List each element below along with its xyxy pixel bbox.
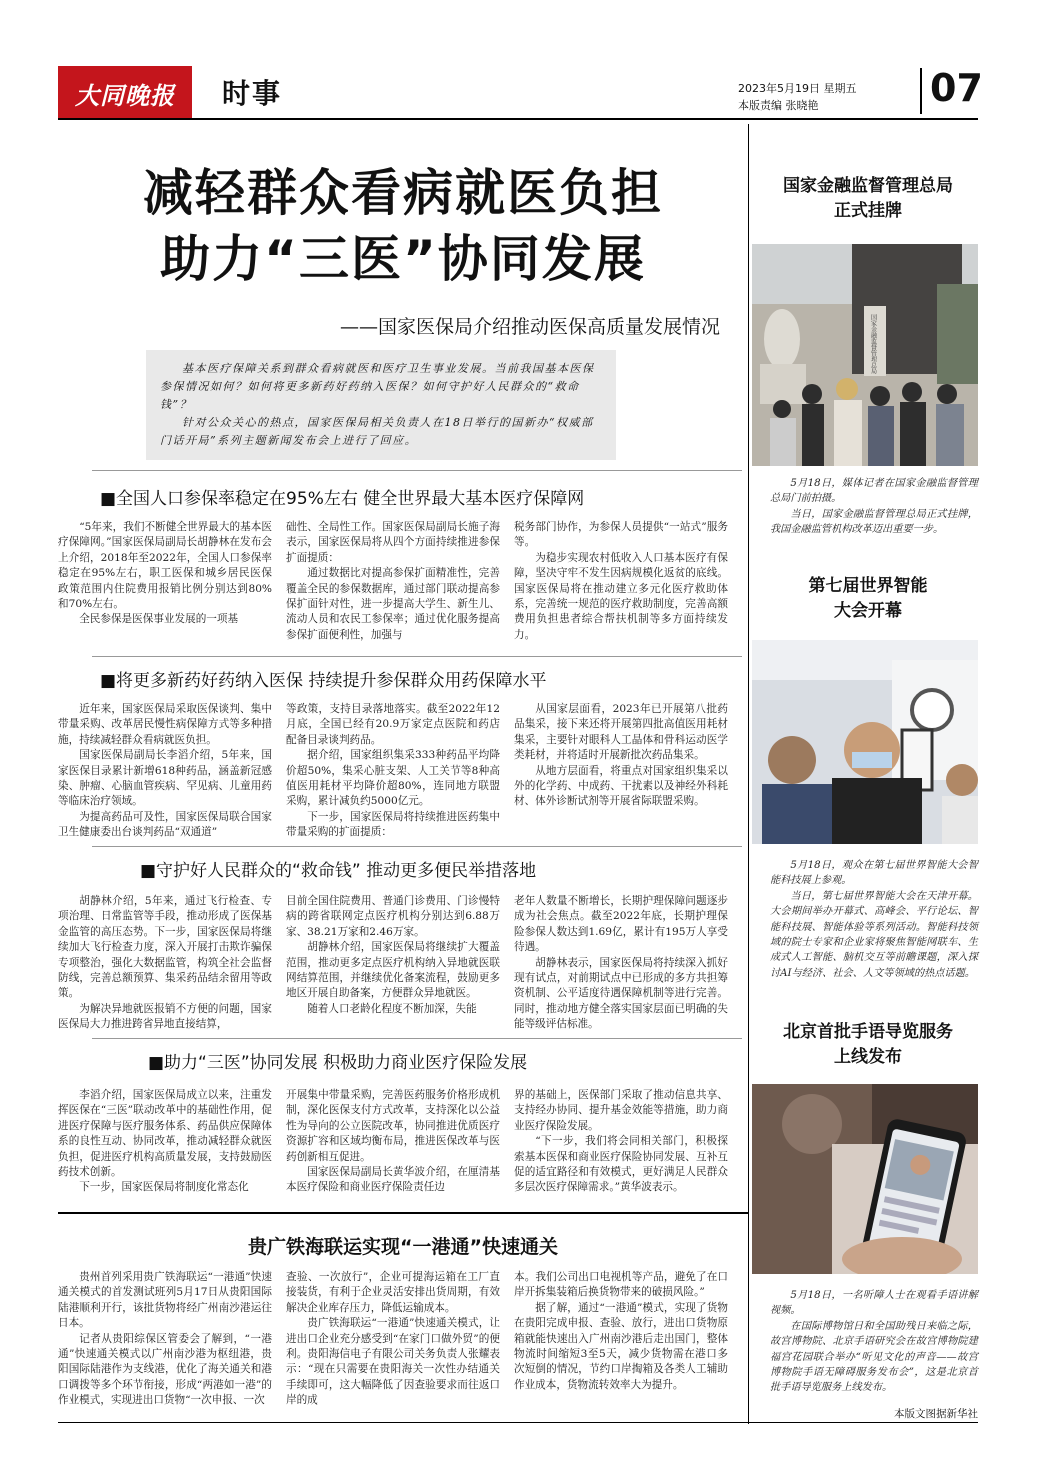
section-title: 时事 bbox=[222, 77, 283, 110]
paragraph: 开展集中带量采购，完善医药服务价格形成机制，深化医保支付方式改革，支持深化以公益性为导向的公立医院改革，协同推进优质医疗资源扩容和区域均衡布局，推进医保改革与医药创新相互促进。 bbox=[286, 1089, 500, 1163]
paragraph: 下一步，国家医保局将持续推进医药集中带量采购的扩面提质： bbox=[286, 810, 500, 839]
paragraph: 目前全国住院费用、普通门诊费用、门诊慢特病的跨省联网定点医疗机构分别达到6.88万家、38.21万家和2.46万家。 bbox=[286, 895, 500, 938]
text-column bbox=[286, 1270, 500, 1409]
page-number: 07 bbox=[930, 66, 983, 110]
page-editor: 本版责编 张晓艳 bbox=[738, 99, 819, 112]
text-column bbox=[58, 520, 272, 628]
text-column bbox=[514, 1088, 728, 1196]
paragraph: 下一步，国家医保局将制度化常态化 bbox=[79, 1181, 249, 1194]
section-heading: ■全国人口参保率稳定在95%左右 健全世界最大基本医疗保障网 bbox=[100, 489, 585, 509]
section-heading: ■助力“三医”协同发展 积极助力商业医疗保险发展 bbox=[148, 1053, 528, 1073]
photo-sign-language bbox=[752, 1084, 978, 1274]
caption-paragraph: 5月18日，媒体记者在国家金融监督管理总局门前拍摄。 bbox=[770, 478, 978, 505]
paragraph: 李滔介绍，国家医保局成立以来，注重发挥医保在“三医”联动改革中的基础性作用，促进医疗保障与医疗服务体系、药品供应保障体系的良性互动、协同改革，推动减轻群众就医负担，促进医疗机构高质量发展，支持鼓励医药技术创新。 bbox=[58, 1089, 272, 1179]
photo-caption bbox=[770, 1288, 978, 1396]
paragraph: 国家医保局副局长黄华波介绍，在厘清基本医疗保险和商业医疗保险责任边 bbox=[286, 1166, 500, 1194]
lead-paragraph: 基本医疗保障关系到群众看病就医和医疗卫生事业发展。当前我国基本医保参保情况如何？如何将更多新药好药纳入医保？如何守护好人民群众的“救命钱”？ bbox=[160, 362, 595, 411]
header-divider bbox=[920, 68, 922, 114]
paragraph: 记者从贵阳综保区管委会了解到，“一港通”快速通关模式以广州南沙港为枢纽港，贵阳国际陆港作为支线港，优化了海关通关和港口调拨等多个环节衔接，形成“两港如一港”的作业模式，实现进出口货物“一次申报、一次 bbox=[58, 1332, 272, 1407]
text-column bbox=[514, 1270, 728, 1393]
paragraph: 为稳步实现农村低收入人口基本医疗有保障，坚决守牢不发生因病规模化返贫的底线。国家医保局将在推动建立多元化医疗救助体系，完善统一规范的医疗救助制度，完善高额费用负担患者综合帮扶机制等多方面持续发力。 bbox=[514, 551, 728, 641]
paragraph: 从国家层面看，2023年已开展第八批药品集采，接下来还将开展第四批高值医用耗材集采，主要针对眼科人工晶体和骨科运动医学类耗材，并将适时开展新批次药品集采。 bbox=[514, 703, 728, 762]
sidebar-title bbox=[760, 174, 976, 224]
paragraph: 近年来，国家医保局采取医保谈判、集中带量采购、改革居民慢性病保障方式等多种措施，持续减轻群众看病就医负担。 bbox=[58, 703, 272, 746]
photo-intelligence-congress bbox=[752, 640, 978, 844]
lead-paragraph: 针对公众关心的热点，国家医保局相关负责人在18日举行的国新办“权威部门话开局”系列主题新闻发布会上进行了回应。 bbox=[160, 416, 594, 447]
photo-credit: 本版文图据新华社 bbox=[894, 1408, 978, 1420]
paragraph: 全民参保是医保事业发展的一项基 bbox=[79, 613, 239, 626]
subheadline: ——国家医保局介绍推动医保高质量发展情况 bbox=[339, 316, 720, 338]
photo-financial-regulator bbox=[752, 244, 978, 466]
text-column bbox=[58, 1270, 272, 1409]
caption-paragraph: 在国际博物馆日和全国助残日来临之际，故宫博物院、北京手语研究会在故宫博物院建福宫花园联合举办“听见文化的声音——故宫博物院手语无障碍服务发布会”，这是北京首批手语导览服务上线发布。 bbox=[770, 1320, 978, 1394]
building-photo-icon bbox=[752, 244, 978, 466]
caption-paragraph: 5月18日，观众在第七届世界智能大会智能科技展上参观。 bbox=[770, 860, 978, 887]
building-sign: 国家金融监督管理总局 bbox=[869, 314, 877, 374]
issue-date: 2023年5月19日 星期五 bbox=[738, 82, 857, 95]
paragraph: 随着人口老龄化程度不断加深，失能 bbox=[307, 1002, 477, 1015]
paragraph: 本。我们公司出口电视机等产品，避免了在口岸开拆集装箱后换货物带来的破损风险。” bbox=[514, 1271, 728, 1299]
text-column bbox=[514, 520, 728, 643]
phone-photo-icon bbox=[752, 1084, 978, 1274]
text-column bbox=[58, 894, 272, 1033]
caption-paragraph: 当日，第七届世界智能大会在天津开幕。大会期间举办开幕式、高峰会、平行论坛、智能科技展、智能体验等系列活动。智能科技领域的院士专家和企业家将聚焦智能网联车、生成式人工智能、脑机交互等前瞻课题，深入探讨AI与经济、社会、人文等领域的热点话题。 bbox=[770, 890, 978, 979]
text-column bbox=[514, 894, 728, 1033]
text-column bbox=[514, 702, 728, 810]
sidebar-title-line: 上线发布 bbox=[834, 1047, 902, 1067]
paragraph: 老年人数量不断增长，长期护理保障问题逐步成为社会焦点。截至2022年底，长期护理保险参保人数达到1.69亿，累计有195万人享受待遇。 bbox=[514, 895, 728, 954]
text-column bbox=[58, 1088, 272, 1196]
sidebar-title bbox=[760, 1020, 976, 1070]
photo-caption bbox=[770, 476, 978, 538]
sidebar-title-line: 国家金融监督管理总局 bbox=[783, 176, 953, 196]
text-column bbox=[286, 520, 500, 643]
text-column bbox=[286, 1088, 500, 1196]
paragraph: 国家医保局副局长李滔介绍，5年来，国家医保目录累计新增618种药品，涵盖新冠感染、肿瘤、心脑血管疾病、罕见病、儿童用药等临床治疗领域。 bbox=[58, 749, 272, 808]
headline-line2: 助力“三医”协同发展 bbox=[160, 230, 646, 288]
caption-paragraph: 当日，国家金融监督管理总局正式挂牌，我国金融监管机构改革迈出重要一步。 bbox=[770, 508, 978, 536]
paragraph: 贵广铁海联运“一港通”快速通关模式，让进出口企业充分感受到“在家门口做外贸”的便利。贵阳海信电子有限公司关务负责人张耀表示：“现在只需要在贵阳海关一次性办结通关手续即可，这大幅降低了因查验要求而往返口岸的成 bbox=[286, 1317, 500, 1407]
bottom-article-title: 贵广铁海联运实现“一港通”快速通关 bbox=[248, 1236, 558, 1258]
paragraph: 贵州首列采用贵广铁海联运“一港通”快速通关模式的首发测试班列5月17日从贵阳国际陆港顺利开行，该批货物将经广州南沙港运往日本。 bbox=[58, 1271, 272, 1330]
section-rule bbox=[92, 656, 742, 657]
header-rule bbox=[58, 118, 978, 120]
section-heading: ■将更多新药好药纳入医保 持续提升参保群众用药保障水平 bbox=[100, 671, 547, 691]
sidebar-title-line: 大会开幕 bbox=[834, 601, 902, 621]
sidebar-title-line: 北京首批手语导览服务 bbox=[783, 1022, 953, 1042]
sidebar-title-line: 正式挂牌 bbox=[834, 201, 902, 221]
main-headline bbox=[58, 160, 748, 292]
issue-info bbox=[738, 80, 857, 114]
sidebar-title bbox=[760, 574, 976, 624]
paragraph: 通过数据比对提高参保扩面精准性，完善覆盖全民的参保数据库，通过部门联动提高参保扩面针对性，进一步提高大学生、新生儿、流动人员和农民工参保率；通过优化服务提高参保扩面便利性，加强与 bbox=[286, 567, 500, 641]
paragraph: 查验、一次放行”，企业可提海运箱在工厂直接装货，有利于企业灵活安排出货周期，有效解决企业库存压力，降低运输成本。 bbox=[286, 1271, 500, 1314]
sidebar-divider bbox=[748, 124, 749, 1424]
paragraph: 胡静林表示，国家医保局将持续深入抓好现有试点，对前期试点中已形成的多方共担筹资机制、公平适度待遇保障机制等进行完善。同时，推动地方健全落实国家层面已明确的失能等级评估标准。 bbox=[514, 956, 728, 1031]
section-rule bbox=[92, 846, 742, 847]
photo-caption bbox=[770, 858, 978, 981]
paragraph: 胡静林介绍，5年来，通过飞行检查、专项治理、日常监管等手段，推动形成了医保基金监管的高压态势。下一步，国家医保局将继续加大飞行检查力度，深入开展打击欺诈骗保专项整治，强化大数据监管，构筑全社会监督防线，完善总额预算、集采药品结余留用等政策。 bbox=[58, 895, 272, 1000]
text-column bbox=[58, 702, 272, 841]
paragraph: 据了解，通过“一港通”模式，实现了货物在贵阳完成申报、查验、放行，进出口货物原箱就能快速出入广州南沙港后走出国门，整体物流时间缩短3至5天，减少货物需在港口多次短倒的情况，节约口岸掏箱及各类人工辅助作业成本，货物流转效率大为提升。 bbox=[514, 1301, 728, 1391]
section-rule bbox=[92, 1038, 742, 1039]
paragraph: 础性、全局性工作。国家医保局副局长施子海表示，国家医保局将从四个方面持续推进参保扩面提质： bbox=[286, 521, 500, 564]
robot-arm-photo-icon bbox=[752, 640, 978, 844]
sidebar-title-line: 第七届世界智能 bbox=[808, 576, 928, 596]
paragraph: 等政策，支持目录落地落实。截至2022年12月底，全国已经有20.9万家定点医院和药店配备目录谈判药品。 bbox=[286, 703, 500, 746]
headline-line1: 减轻群众看病就医负担 bbox=[143, 164, 663, 222]
paragraph: “5年来，我们不断健全世界最大的基本医疗保障网。”国家医保局副局长胡静林在发布会上介绍，2018年至2022年，全国人口参保率稳定在95%左右，职工医保和城乡居民医保政策范围内住院费用报销比例分别达到80%和70%左右。 bbox=[58, 521, 272, 611]
paragraph: 税务部门协作，为参保人员提供“一站式”服务等。 bbox=[514, 521, 728, 549]
text-column bbox=[286, 702, 500, 841]
newspaper-logo: 大同晚报 bbox=[58, 66, 192, 120]
paragraph: 界的基础上，医保部门采取了推动信息共享、支持经办协同、提升基金效能等措施，助力商业医疗保险发展。 bbox=[514, 1089, 728, 1132]
paragraph: “下一步，我们将会同相关部门，积极探索基本医保和商业医疗保险协同发展、互补互促的适宜路径和有效模式，更好满足人民群众多层次医疗保障需求。”黄华波表示。 bbox=[514, 1135, 728, 1194]
caption-paragraph: 5月18日，一名听障人士在观看手语讲解视频。 bbox=[770, 1290, 978, 1317]
paragraph: 为解决异地就医报销不方便的问题，国家医保局大力推进跨省异地直接结算， bbox=[58, 1002, 272, 1031]
section-rule bbox=[92, 470, 742, 471]
article-rule bbox=[58, 1212, 748, 1214]
paragraph: 胡静林介绍，国家医保局将继续扩大覆盖范围，推动更多定点医疗机构纳入异地就医联网结算范围，并继续优化备案流程，鼓励更多地区开展自助备案，方便群众异地就医。 bbox=[286, 941, 500, 1000]
paragraph: 据介绍，国家组织集采333种药品平均降价超50%，集采心脏支架、人工关节等8种高值医用耗材平均降价超80%，连同地方联盟采购，累计减负约5000亿元。 bbox=[286, 749, 500, 808]
bottom-rule bbox=[58, 1422, 978, 1423]
paragraph: 为提高药品可及性，国家医保局联合国家卫生健康委出台谈判药品“双通道” bbox=[58, 810, 272, 839]
section-heading: ■守护好人民群众的“救命钱” 推动更多便民举措落地 bbox=[140, 861, 537, 881]
text-column bbox=[286, 894, 500, 1017]
lead-box bbox=[146, 350, 616, 460]
paragraph: 从地方层面看，将重点对国家组织集采以外的化学药、中成药、干扰素以及神经外科耗材、体外诊断试剂等开展省际联盟采购。 bbox=[514, 764, 728, 808]
